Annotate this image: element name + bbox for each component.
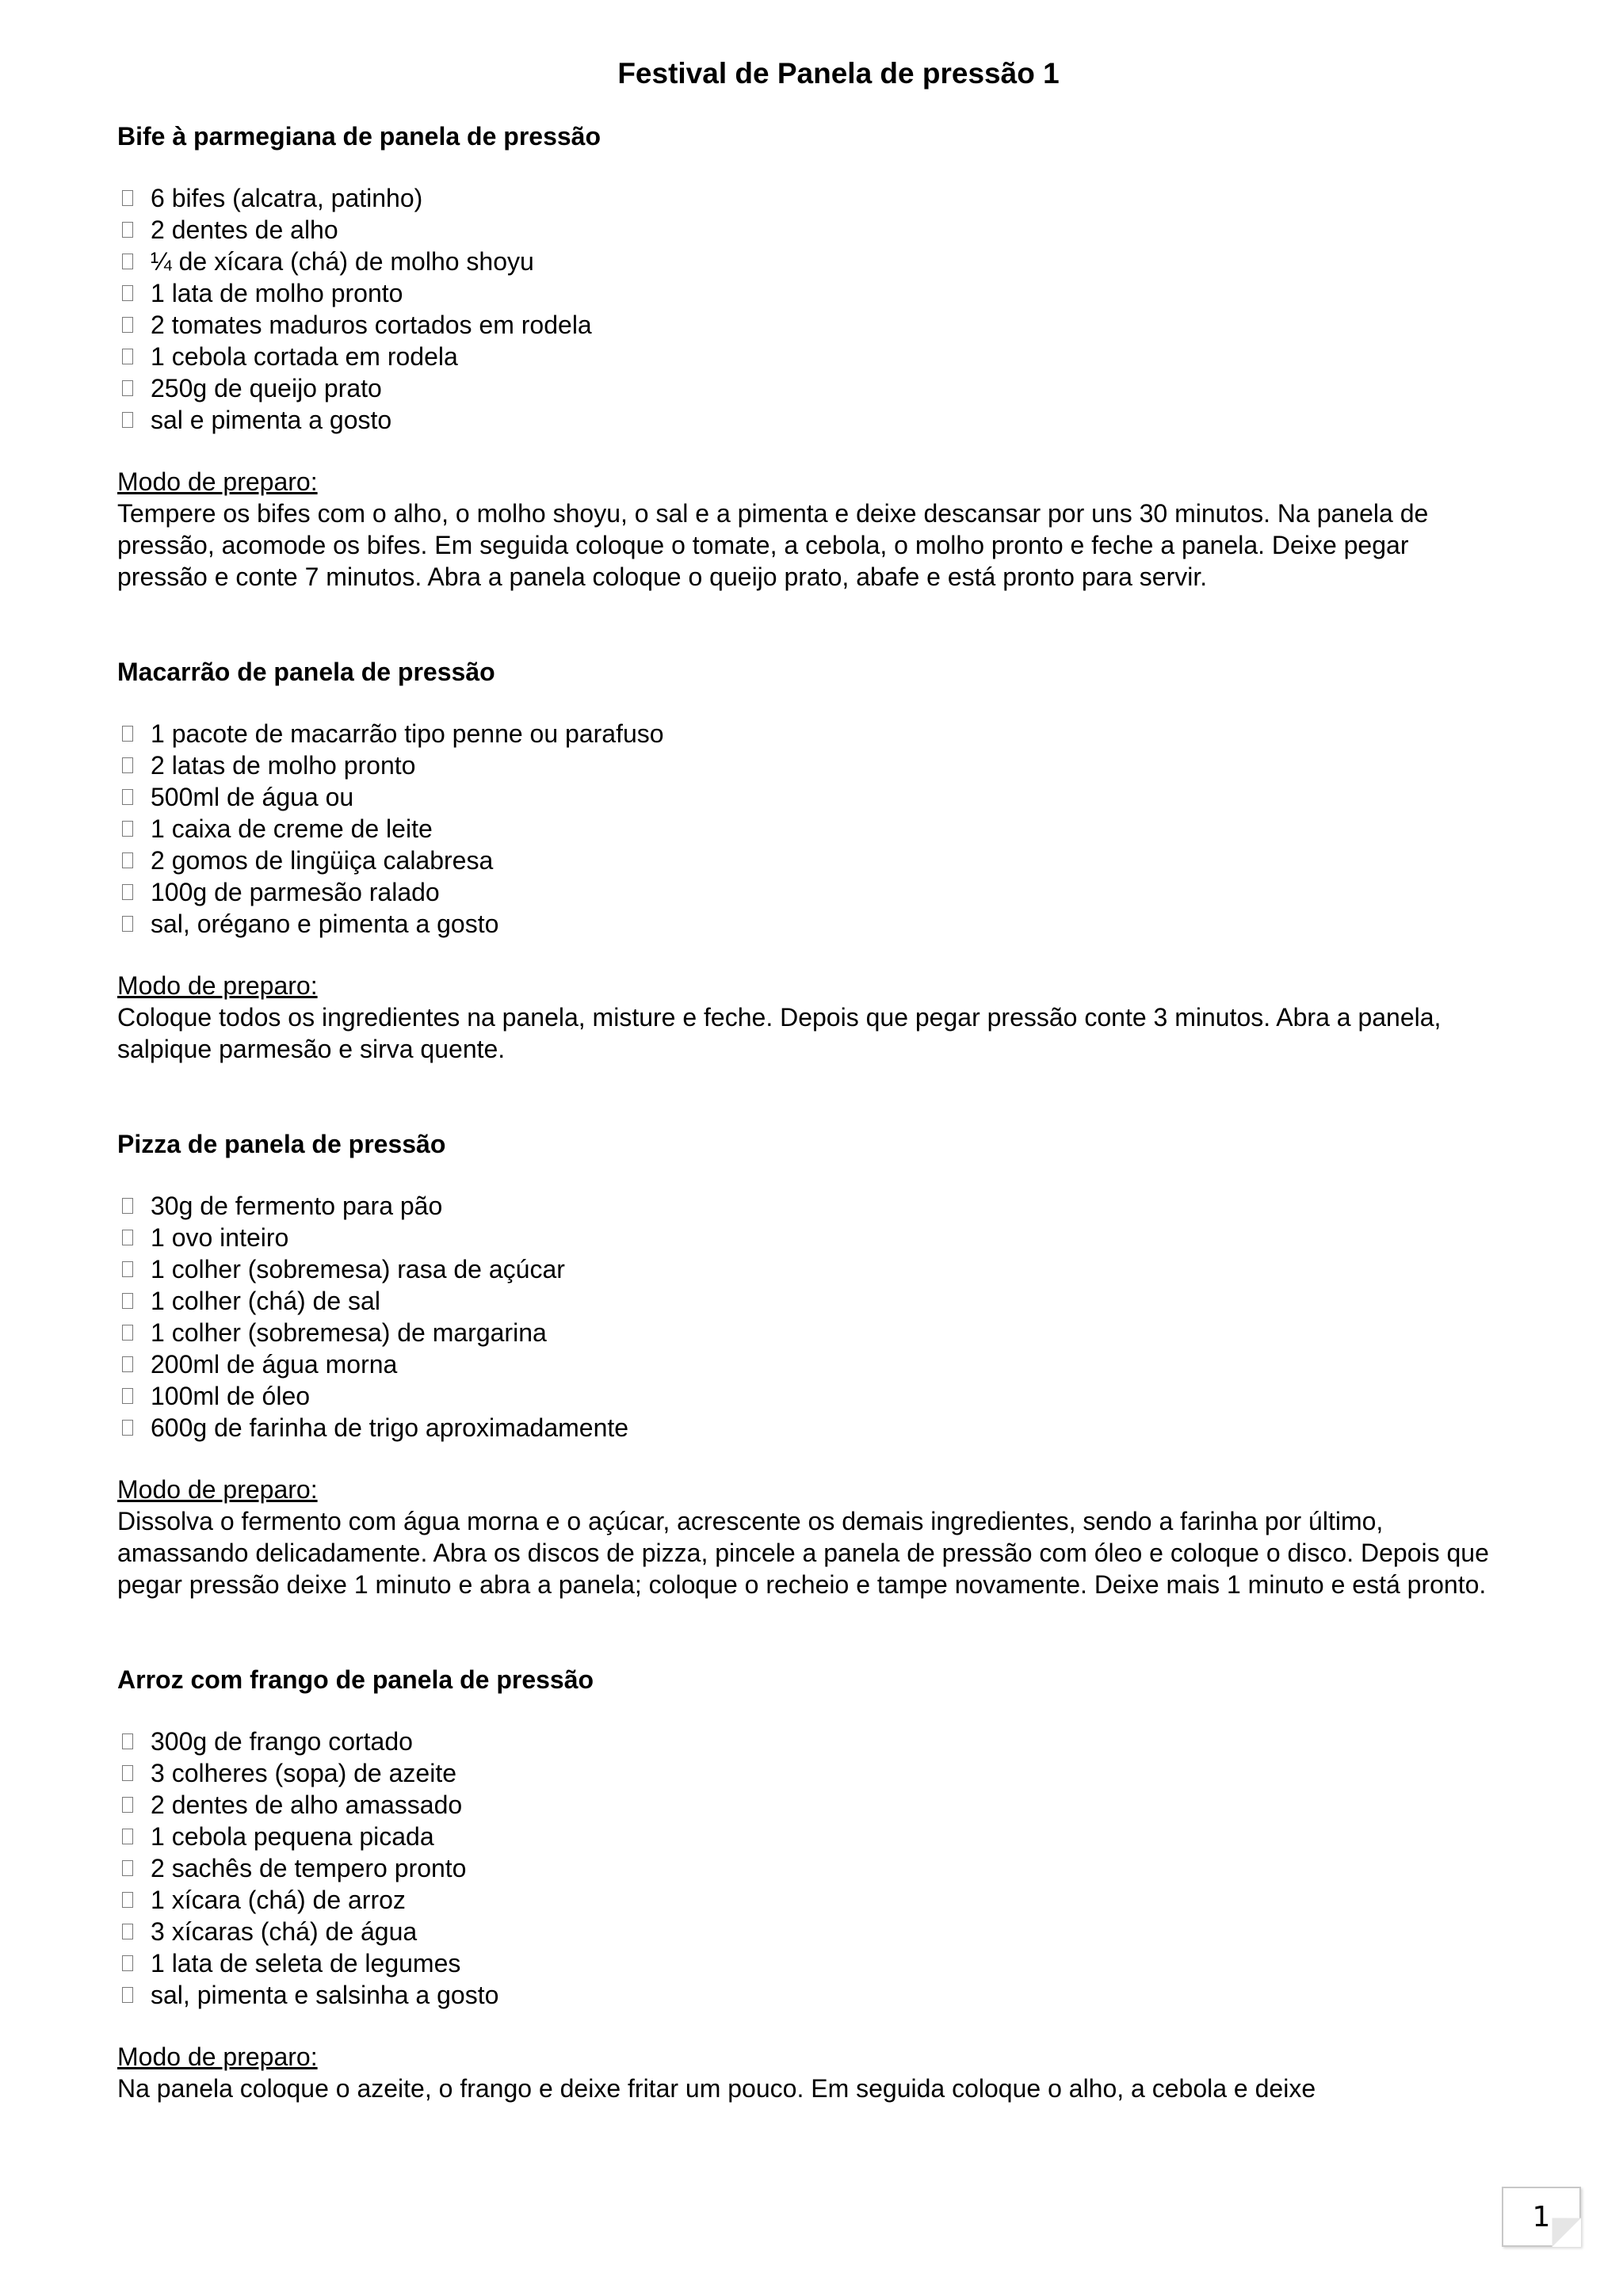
bullet-box-icon [122,1420,133,1436]
ingredient-text: sal, pimenta e salsinha a gosto [151,1981,499,2009]
ingredient-text: 1 ovo inteiro [151,1223,289,1252]
ingredient-item [117,749,1512,781]
ingredient-item [117,1726,1512,1757]
ingredient-text: sal e pimenta a gosto [151,406,392,434]
ingredient-text: 2 gomos de lingüiça calabresa [151,846,494,875]
recipe-title: Bife à parmegiana de panela de pressão [117,122,601,151]
prep-text: Tempere os bifes com o alho, o molho shoyu, o sal e a pimenta e deixe descansar por uns 30 minutos. Na panela de pressão, acomode os bifes. Em seguida coloque o tomate, a cebola, o molho pronto e feche a panela. Deixe pegar pressão e conte 7 minutos. Abra a panela coloque o queijo prato, abafe e está pronto para servir. [117,499,1429,591]
bullet-box-icon [122,380,133,396]
ingredient-item [117,277,1512,309]
bullet-box-icon [122,1892,133,1908]
ingredient-item [117,1222,1512,1253]
ingredient-item [117,1412,1512,1444]
recipe-section [117,1664,1512,2104]
prep-text: Na panela coloque o azeite, o frango e deixe fritar um pouco. Em seguida coloque o alho, a cebola e deixe [117,2074,1316,2103]
ingredient-text: ¼ de xícara (chá) de molho shoyu [151,247,534,276]
bullet-box-icon [122,1293,133,1309]
bullet-box-icon [122,1230,133,1245]
ingredient-item [117,372,1512,404]
bullet-box-icon [122,1797,133,1813]
ingredient-item [117,1348,1512,1380]
bullet-box-icon [122,757,133,773]
ingredient-item [117,845,1512,876]
ingredient-list [117,718,1512,940]
ingredient-text: 250g de queijo prato [151,374,382,402]
ingredient-item [117,309,1512,341]
document-title: Festival de Panela de pressão 1 [617,57,1060,90]
ingredient-item [117,1317,1512,1348]
ingredient-text: 300g de frango cortado [151,1727,413,1756]
bullet-box-icon [122,349,133,364]
ingredient-item [117,908,1512,940]
document-page [117,51,1512,2104]
ingredient-list [117,1726,1512,2011]
bullet-box-icon [122,1860,133,1876]
ingredient-text: 2 tomates maduros cortados em rodela [151,311,592,339]
ingredient-item [117,1821,1512,1852]
ingredient-text: 2 dentes de alho [151,215,338,244]
bullet-box-icon [122,1765,133,1781]
ingredient-text: 1 cebola pequena picada [151,1822,434,1851]
bullet-box-icon [122,852,133,868]
ingredient-text: 1 caixa de creme de leite [151,814,433,843]
ingredient-text: 1 pacote de macarrão tipo penne ou parafuso [151,719,664,748]
ingredient-item [117,404,1512,436]
prep-label: Modo de preparo: [117,971,318,1000]
bullet-box-icon [122,190,133,206]
ingredient-text: sal, orégano e pimenta a gosto [151,910,499,938]
ingredient-item [117,1916,1512,1947]
ingredient-list [117,1190,1512,1444]
ingredient-item [117,1190,1512,1222]
ingredient-item [117,813,1512,845]
bullet-box-icon [122,1955,133,1971]
bullet-box-icon [122,1261,133,1277]
recipe-list [117,120,1512,2104]
bullet-box-icon [122,916,133,932]
ingredient-text: 1 lata de molho pronto [151,279,403,307]
bullet-box-icon [122,222,133,238]
ingredient-text: 100ml de óleo [151,1382,311,1410]
bullet-box-icon [122,1356,133,1372]
ingredient-text: 1 cebola cortada em rodela [151,342,458,371]
bullet-box-icon [122,285,133,301]
ingredient-item [117,1757,1512,1789]
bullet-box-icon [122,884,133,900]
ingredient-text: 1 xícara (chá) de arroz [151,1886,406,1914]
bullet-box-icon [122,1829,133,1844]
ingredient-list [117,182,1512,436]
recipe-section [117,120,1512,593]
ingredient-item [117,1789,1512,1821]
prep-label: Modo de preparo: [117,467,318,496]
recipe-section [117,656,1512,1065]
recipe-title: Pizza de panela de pressão [117,1130,446,1158]
ingredient-item [117,1852,1512,1884]
ingredient-text: 2 latas de molho pronto [151,751,416,780]
ingredient-text: 1 lata de seleta de legumes [151,1949,461,1978]
prep-label: Modo de preparo: [117,1475,318,1504]
prep-label: Modo de preparo: [117,2042,318,2071]
ingredient-item [117,246,1512,277]
ingredient-item [117,781,1512,813]
ingredient-item [117,1884,1512,1916]
bullet-box-icon [122,1388,133,1404]
ingredient-text: 30g de fermento para pão [151,1192,443,1220]
ingredient-text: 1 colher (chá) de sal [151,1287,380,1315]
ingredient-text: 600g de farinha de trigo aproximadamente [151,1413,629,1442]
bullet-box-icon [122,789,133,805]
ingredient-item [117,1285,1512,1317]
bullet-box-icon [122,1198,133,1214]
page-number: 1 [1532,2200,1551,2233]
ingredient-text: 500ml de água ou [151,783,354,811]
ingredient-text: 3 xícaras (chá) de água [151,1917,418,1946]
bullet-box-icon [122,1987,133,2003]
bullet-box-icon [122,1325,133,1341]
bullet-box-icon [122,1733,133,1749]
recipe-title: Macarrão de panela de pressão [117,658,495,686]
ingredient-text: 1 colher (sobremesa) rasa de açúcar [151,1255,565,1283]
page-number-box [1502,2187,1581,2247]
ingredient-item [117,876,1512,908]
bullet-box-icon [122,412,133,428]
ingredient-item [117,1380,1512,1412]
ingredient-item [117,341,1512,372]
bullet-box-icon [122,1924,133,1939]
ingredient-text: 2 dentes de alho amassado [151,1791,463,1819]
recipe-title: Arroz com frango de panela de pressão [117,1665,594,1694]
ingredient-text: 6 bifes (alcatra, patinho) [151,184,423,212]
recipe-section [117,1128,1512,1600]
bullet-box-icon [122,726,133,742]
prep-text: Coloque todos os ingredientes na panela, misture e feche. Depois que pegar pressão conte 3 minutos. Abra a panela, salpique parmesão e sirva quente. [117,1003,1442,1063]
ingredient-text: 3 colheres (sopa) de azeite [151,1759,456,1787]
page-curl-icon [1552,2218,1581,2247]
bullet-box-icon [122,317,133,333]
bullet-box-icon [122,254,133,269]
ingredient-text: 1 colher (sobremesa) de margarina [151,1318,547,1347]
ingredient-text: 200ml de água morna [151,1350,398,1379]
ingredient-item [117,182,1512,214]
ingredient-item [117,718,1512,749]
ingredient-text: 100g de parmesão ralado [151,878,440,906]
ingredient-item [117,1947,1512,1979]
ingredient-item [117,1979,1512,2011]
ingredient-item [117,1253,1512,1285]
bullet-box-icon [122,821,133,837]
prep-text: Dissolva o fermento com água morna e o açúcar, acrescente os demais ingredientes, sendo a farinha por último, amassando delicadamente. Abra os discos de pizza, pincele a panela de pressão com óleo e coloque o disco. Depois que pegar pressão deixe 1 minuto e abra a panela; coloque o recheio e tampe novamente. Deixe mais 1 minuto e está pronto. [117,1507,1489,1599]
ingredient-text: 2 sachês de tempero pronto [151,1854,467,1882]
ingredient-item [117,214,1512,246]
